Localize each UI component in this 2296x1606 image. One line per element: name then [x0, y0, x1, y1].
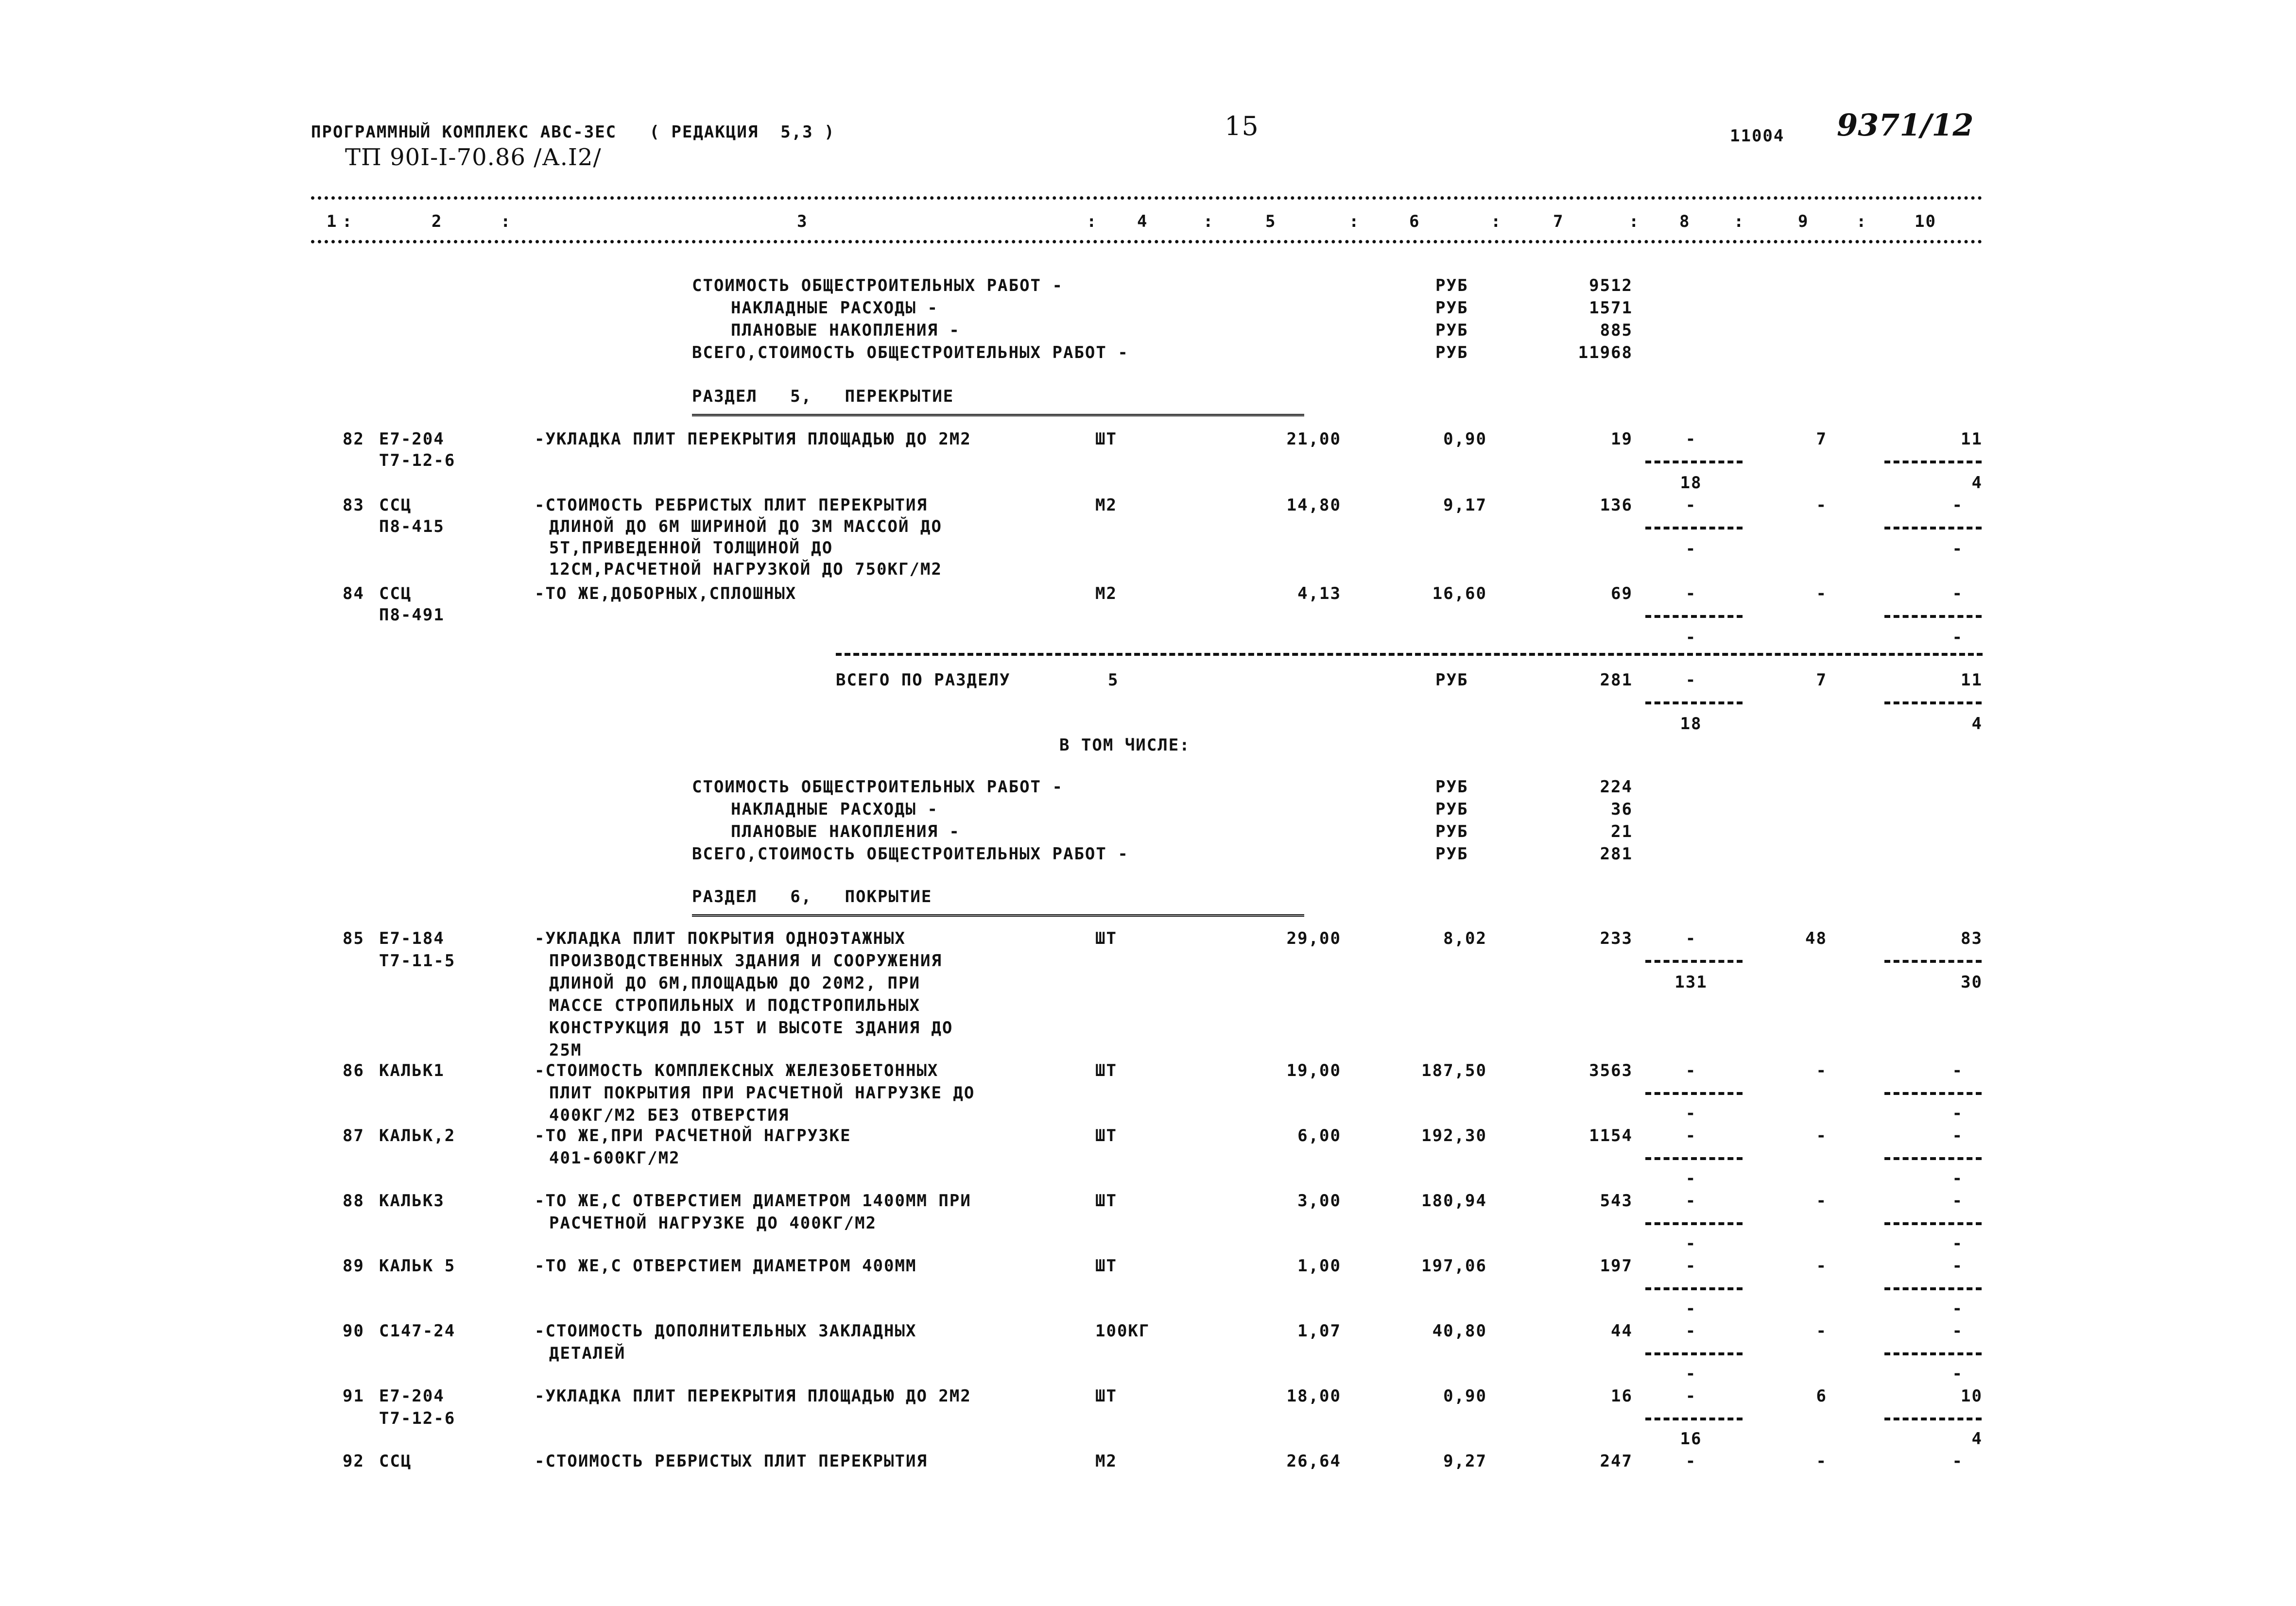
row-total: 19: [1611, 429, 1633, 449]
total-value: 281: [1600, 670, 1633, 690]
summary-unit: РУБ: [1435, 777, 1468, 797]
row-description: ДЛИНОЙ ДО 6М ШИРИНОЙ ДО 3М МАССОЙ ДО: [549, 517, 942, 536]
row-description: ДЛИНОЙ ДО 6М,ПЛОЩАДЬЮ ДО 20М2, ПРИ: [549, 974, 920, 993]
row-col10: -: [1952, 1256, 1963, 1276]
cell-divider: [1645, 527, 1743, 530]
row-col8-lower: 131: [1675, 973, 1708, 992]
summary-unit: РУБ: [1435, 321, 1468, 340]
row-col10-lower: -: [1952, 1104, 1963, 1123]
row-number: 87: [343, 1126, 364, 1145]
row-total: 247: [1600, 1452, 1633, 1471]
row-description: -ТО ЖЕ,С ОТВЕРСТИЕМ ДИАМЕТРОМ 400ММ: [535, 1256, 917, 1276]
row-quantity: 4,13: [1297, 584, 1341, 603]
cell-divider: [1645, 1352, 1743, 1355]
row-col9: -: [1816, 1191, 1827, 1211]
row-col8: -: [1685, 429, 1697, 449]
row-quantity: 26,64: [1286, 1452, 1341, 1471]
row-col10-lower: 30: [1961, 973, 1983, 992]
row-code: С147-24: [379, 1321, 456, 1341]
row-price: 9,17: [1443, 495, 1487, 515]
header-separator-top: [311, 196, 1983, 200]
row-col8-lower: -: [1685, 1299, 1697, 1318]
row-col8-lower: -: [1685, 1169, 1697, 1188]
row-number: 92: [343, 1452, 364, 1471]
summary-label: ПЛАНОВЫЕ НАКОПЛЕНИЯ -: [731, 822, 960, 841]
row-code: ССЦ: [379, 584, 412, 603]
row-number: 86: [343, 1061, 364, 1080]
cell-divider: [1884, 1092, 1982, 1095]
summary-label: ПЛАНОВЫЕ НАКОПЛЕНИЯ -: [731, 321, 960, 340]
row-col10-lower: -: [1952, 1364, 1963, 1384]
row-col9: -: [1816, 495, 1827, 515]
row-unit: ШТ: [1095, 929, 1117, 948]
row-col10-lower: -: [1952, 1234, 1963, 1253]
row-col9: 6: [1816, 1386, 1827, 1406]
total-col10: 11: [1961, 670, 1983, 690]
row-quantity: 6,00: [1297, 1126, 1341, 1145]
total-col8-lower: 18: [1680, 714, 1702, 734]
col-sep: :: [1491, 212, 1502, 231]
row-description: 400КГ/М2 БЕЗ ОТВЕРСТИЯ: [549, 1106, 790, 1125]
row-col10-lower: -: [1952, 1169, 1963, 1188]
summary-value: 224: [1600, 777, 1633, 797]
row-number: 83: [343, 495, 364, 515]
col-6: 6: [1409, 212, 1420, 231]
row-quantity: 3,00: [1297, 1191, 1341, 1211]
row-col10: 83: [1961, 929, 1983, 948]
row-col9: 7: [1816, 429, 1827, 449]
col-9: 9: [1798, 212, 1809, 231]
row-quantity: 21,00: [1286, 429, 1341, 449]
col-sep: :: [342, 212, 353, 231]
row-col10: -: [1952, 1321, 1963, 1341]
document-code: 11004: [1730, 126, 1785, 146]
row-price: 8,02: [1443, 929, 1487, 948]
summary-unit: РУБ: [1435, 822, 1468, 841]
row-description: -УКЛАДКА ПЛИТ ПЕРЕКРЫТИЯ ПЛОЩАДЬЮ ДО 2М2: [535, 429, 971, 449]
row-col10: -: [1952, 1191, 1963, 1211]
summary-label: НАКЛАДНЫЕ РАСХОДЫ -: [731, 800, 938, 819]
row-description: ПЛИТ ПОКРЫТИЯ ПРИ РАСЧЕТНОЙ НАГРУЗКЕ ДО: [549, 1083, 975, 1103]
row-col10: -: [1952, 495, 1963, 515]
row-price: 16,60: [1432, 584, 1487, 603]
summary-value: 11968: [1578, 343, 1633, 362]
row-col10-lower: 4: [1971, 1429, 1983, 1449]
row-description: РАСЧЕТНОЙ НАГРУЗКЕ ДО 400КГ/М2: [549, 1213, 877, 1233]
summary-unit: РУБ: [1435, 343, 1468, 362]
row-number: 90: [343, 1321, 364, 1341]
row-unit: ШТ: [1095, 1126, 1117, 1145]
row-quantity: 29,00: [1286, 929, 1341, 948]
row-number: 82: [343, 429, 364, 449]
total-section-number: 5: [1108, 670, 1119, 690]
handwritten-number: 9371/12: [1837, 107, 1974, 143]
row-price: 187,50: [1421, 1061, 1487, 1080]
row-quantity: 19,00: [1286, 1061, 1341, 1080]
row-code: Е7-204: [379, 1386, 445, 1406]
row-col10: 10: [1961, 1386, 1983, 1406]
row-price: 197,06: [1421, 1256, 1487, 1276]
col-sep: :: [1629, 212, 1640, 231]
cell-divider: [1884, 960, 1982, 963]
col-8: 8: [1679, 212, 1691, 231]
col-2: 2: [432, 212, 443, 231]
row-number: 84: [343, 584, 364, 603]
cell-divider: [1645, 1157, 1743, 1160]
col-10: 10: [1915, 212, 1936, 231]
row-unit: ШТ: [1095, 1386, 1117, 1406]
cell-divider: [1884, 1287, 1982, 1290]
row-col9: -: [1816, 1321, 1827, 1341]
row-quantity: 18,00: [1286, 1386, 1341, 1406]
row-col10-lower: -: [1952, 539, 1963, 559]
row-description: 5Т,ПРИВЕДЕННОЙ ТОЛЩИНОЙ ДО: [549, 538, 833, 558]
row-col8-lower: -: [1685, 539, 1697, 559]
summary-value: 1571: [1589, 298, 1633, 318]
row-col8-lower: 18: [1680, 473, 1702, 493]
summary-label: ВСЕГО,СТОИМОСТЬ ОБЩЕСТРОИТЕЛЬНЫХ РАБОТ -: [692, 343, 1129, 362]
total-col8: -: [1685, 670, 1697, 690]
row-total: 16: [1611, 1386, 1633, 1406]
section-underline: [692, 914, 1304, 917]
row-col8: -: [1685, 1386, 1697, 1406]
row-total: 543: [1600, 1191, 1633, 1211]
row-code: Е7-204: [379, 429, 445, 449]
row-col8: -: [1685, 584, 1697, 603]
summary-value: 36: [1611, 800, 1633, 819]
summary-unit: РУБ: [1435, 298, 1468, 318]
row-col10: -: [1952, 1126, 1963, 1145]
row-description: -ТО ЖЕ,ПРИ РАСЧЕТНОЙ НАГРУЗКЕ: [535, 1126, 851, 1145]
summary-unit: РУБ: [1435, 276, 1468, 295]
including-label: В ТОМ ЧИСЛЕ:: [1059, 735, 1191, 755]
row-col10-lower: -: [1952, 628, 1963, 647]
row-number: 89: [343, 1256, 364, 1276]
section-title: РАЗДЕЛ 6, ПОКРЫТИЕ: [692, 887, 932, 906]
row-total: 1154: [1589, 1126, 1633, 1145]
summary-label: СТОИМОСТЬ ОБЩЕСТРОИТЕЛЬНЫХ РАБОТ -: [692, 777, 1063, 797]
row-total: 69: [1611, 584, 1633, 603]
col-7: 7: [1553, 212, 1564, 231]
header-separator-bottom: [311, 240, 1983, 243]
cell-divider: [1645, 1418, 1743, 1420]
row-col8-lower: -: [1685, 628, 1697, 647]
cell-divider: [1884, 1418, 1982, 1420]
cell-divider: [1645, 461, 1743, 463]
row-code: ССЦ: [379, 1452, 412, 1471]
row-description: КОНСТРУКЦИЯ ДО 15Т И ВЫСОТЕ ЗДАНИЯ ДО: [549, 1018, 953, 1038]
row-code: ССЦ: [379, 495, 412, 515]
total-col9: 7: [1816, 670, 1827, 690]
col-sep: :: [1203, 212, 1214, 231]
program-title: ПРОГРАММНЫЙ КОМПЛЕКС АВС-3ЕС ( РЕДАКЦИЯ 5,3 ): [311, 122, 835, 142]
row-col10: -: [1952, 584, 1963, 603]
row-col8: -: [1685, 1061, 1697, 1080]
summary-label: ВСЕГО,СТОИМОСТЬ ОБЩЕСТРОИТЕЛЬНЫХ РАБОТ -: [692, 844, 1129, 864]
row-col8-lower: 16: [1680, 1429, 1702, 1449]
row-unit: 100КГ: [1095, 1321, 1150, 1341]
row-price: 0,90: [1443, 429, 1487, 449]
row-number: 91: [343, 1386, 364, 1406]
row-code-secondary: Т7-12-6: [379, 451, 456, 470]
cell-divider: [1884, 701, 1982, 704]
row-unit: М2: [1095, 1452, 1117, 1471]
row-code: КАЛЬК3: [379, 1191, 445, 1211]
col-sep: :: [1734, 212, 1745, 231]
row-col9: -: [1816, 584, 1827, 603]
row-description: -ТО ЖЕ,ДОБОРНЫХ,СПЛОШНЫХ: [535, 584, 797, 603]
row-unit: М2: [1095, 584, 1117, 603]
summary-value: 9512: [1589, 276, 1633, 295]
row-number: 88: [343, 1191, 364, 1211]
row-description: -ТО ЖЕ,С ОТВЕРСТИЕМ ДИАМЕТРОМ 1400ММ ПРИ: [535, 1191, 971, 1211]
row-description: 401-600КГ/М2: [549, 1148, 680, 1168]
row-code-secondary: Т7-12-6: [379, 1409, 456, 1428]
row-col8: -: [1685, 1191, 1697, 1211]
row-col9: 48: [1805, 929, 1827, 948]
cell-divider: [1884, 615, 1982, 618]
row-description: -СТОИМОСТЬ ДОПОЛНИТЕЛЬНЫХ ЗАКЛАДНЫХ: [535, 1321, 917, 1341]
row-col10-lower: 4: [1971, 473, 1983, 493]
row-quantity: 14,80: [1286, 495, 1341, 515]
col-1: 1: [327, 212, 338, 231]
row-code: КАЛЬК,2: [379, 1126, 456, 1145]
cell-divider: [1884, 1157, 1982, 1160]
cell-divider: [1645, 1092, 1743, 1095]
row-col10-lower: -: [1952, 1299, 1963, 1318]
row-description: 12СМ,РАСЧЕТНОЙ НАГРУЗКОЙ ДО 750КГ/М2: [549, 560, 942, 579]
row-code: Е7-184: [379, 929, 445, 948]
row-description: -СТОИМОСТЬ РЕБРИСТЫХ ПЛИТ ПЕРЕКРЫТИЯ: [535, 1452, 928, 1471]
row-col8: -: [1685, 1256, 1697, 1276]
page-number: 15: [1225, 111, 1259, 141]
summary-unit: РУБ: [1435, 800, 1468, 819]
section-underline: [692, 414, 1304, 416]
row-col8: -: [1685, 929, 1697, 948]
row-code-secondary: П8-415: [379, 517, 445, 536]
row-price: 180,94: [1421, 1191, 1487, 1211]
row-col10: 11: [1961, 429, 1983, 449]
project-code: ТП 90I-I-70.86 /А.I2/: [345, 144, 602, 171]
row-price: 9,27: [1443, 1452, 1487, 1471]
col-4: 4: [1137, 212, 1148, 231]
row-col8: -: [1685, 495, 1697, 515]
cell-divider: [1645, 1222, 1743, 1225]
row-col9: -: [1816, 1452, 1827, 1471]
summary-value: 885: [1600, 321, 1633, 340]
row-description: МАССЕ СТРОПИЛЬНЫХ И ПОДСТРОПИЛЬНЫХ: [549, 996, 920, 1015]
cell-divider: [1645, 960, 1743, 963]
cell-divider: [1884, 1352, 1982, 1355]
cell-divider: [1884, 1222, 1982, 1225]
row-col9: -: [1816, 1256, 1827, 1276]
row-description: -УКЛАДКА ПЛИТ ПЕРЕКРЫТИЯ ПЛОЩАДЬЮ ДО 2М2: [535, 1386, 971, 1406]
row-description: 25М: [549, 1041, 582, 1060]
row-unit: М2: [1095, 495, 1117, 515]
row-code: КАЛЬК 5: [379, 1256, 456, 1276]
total-col10-lower: 4: [1971, 714, 1983, 734]
row-code-secondary: П8-491: [379, 605, 445, 625]
col-3: 3: [797, 212, 808, 231]
row-total: 136: [1600, 495, 1633, 515]
row-col8: -: [1685, 1321, 1697, 1341]
col-5: 5: [1265, 212, 1277, 231]
row-col9: -: [1816, 1061, 1827, 1080]
section-title: РАЗДЕЛ 5, ПЕРЕКРЫТИЕ: [692, 387, 954, 406]
row-quantity: 1,07: [1297, 1321, 1341, 1341]
row-description: ПРОИЗВОДСТВЕННЫХ ЗДАНИЯ И СООРУЖЕНИЯ: [549, 951, 942, 971]
row-unit: ШТ: [1095, 1191, 1117, 1211]
row-price: 40,80: [1432, 1321, 1487, 1341]
row-price: 192,30: [1421, 1126, 1487, 1145]
row-col8-lower: -: [1685, 1104, 1697, 1123]
row-total: 233: [1600, 929, 1633, 948]
row-col10: -: [1952, 1061, 1963, 1080]
row-unit: ШТ: [1095, 1256, 1117, 1276]
row-col8: -: [1685, 1452, 1697, 1471]
cell-divider: [1645, 1287, 1743, 1290]
row-col8: -: [1685, 1126, 1697, 1145]
total-unit: РУБ: [1435, 670, 1468, 690]
col-sep: :: [1349, 212, 1360, 231]
total-separator: [836, 653, 1983, 656]
row-unit: ШТ: [1095, 1061, 1117, 1080]
row-total: 197: [1600, 1256, 1633, 1276]
col-sep: :: [501, 212, 512, 231]
row-description: ДЕТАЛЕЙ: [549, 1344, 626, 1363]
row-code: КАЛЬК1: [379, 1061, 445, 1080]
row-description: -СТОИМОСТЬ КОМПЛЕКСНЫХ ЖЕЛЕЗОБЕТОННЫХ: [535, 1061, 939, 1080]
cell-divider: [1884, 527, 1982, 530]
row-col9: -: [1816, 1126, 1827, 1145]
row-col8-lower: -: [1685, 1234, 1697, 1253]
summary-value: 281: [1600, 844, 1633, 864]
cell-divider: [1884, 461, 1982, 463]
summary-label: СТОИМОСТЬ ОБЩЕСТРОИТЕЛЬНЫХ РАБОТ -: [692, 276, 1063, 295]
summary-label: НАКЛАДНЫЕ РАСХОДЫ -: [731, 298, 938, 318]
row-description: -СТОИМОСТЬ РЕБРИСТЫХ ПЛИТ ПЕРЕКРЫТИЯ: [535, 495, 928, 515]
col-sep: :: [1087, 212, 1098, 231]
row-description: -УКЛАДКА ПЛИТ ПОКРЫТИЯ ОДНОЭТАЖНЫХ: [535, 929, 906, 948]
cell-divider: [1645, 701, 1743, 704]
row-col10: -: [1952, 1452, 1963, 1471]
total-label: ВСЕГО ПО РАЗДЕЛУ: [836, 670, 1011, 690]
row-total: 3563: [1589, 1061, 1633, 1080]
row-total: 44: [1611, 1321, 1633, 1341]
summary-unit: РУБ: [1435, 844, 1468, 864]
col-sep: :: [1856, 212, 1867, 231]
row-code-secondary: Т7-11-5: [379, 951, 456, 971]
cell-divider: [1645, 615, 1743, 618]
row-number: 85: [343, 929, 364, 948]
row-unit: ШТ: [1095, 429, 1117, 449]
row-price: 0,90: [1443, 1386, 1487, 1406]
summary-value: 21: [1611, 822, 1633, 841]
row-quantity: 1,00: [1297, 1256, 1341, 1276]
row-col8-lower: -: [1685, 1364, 1697, 1384]
